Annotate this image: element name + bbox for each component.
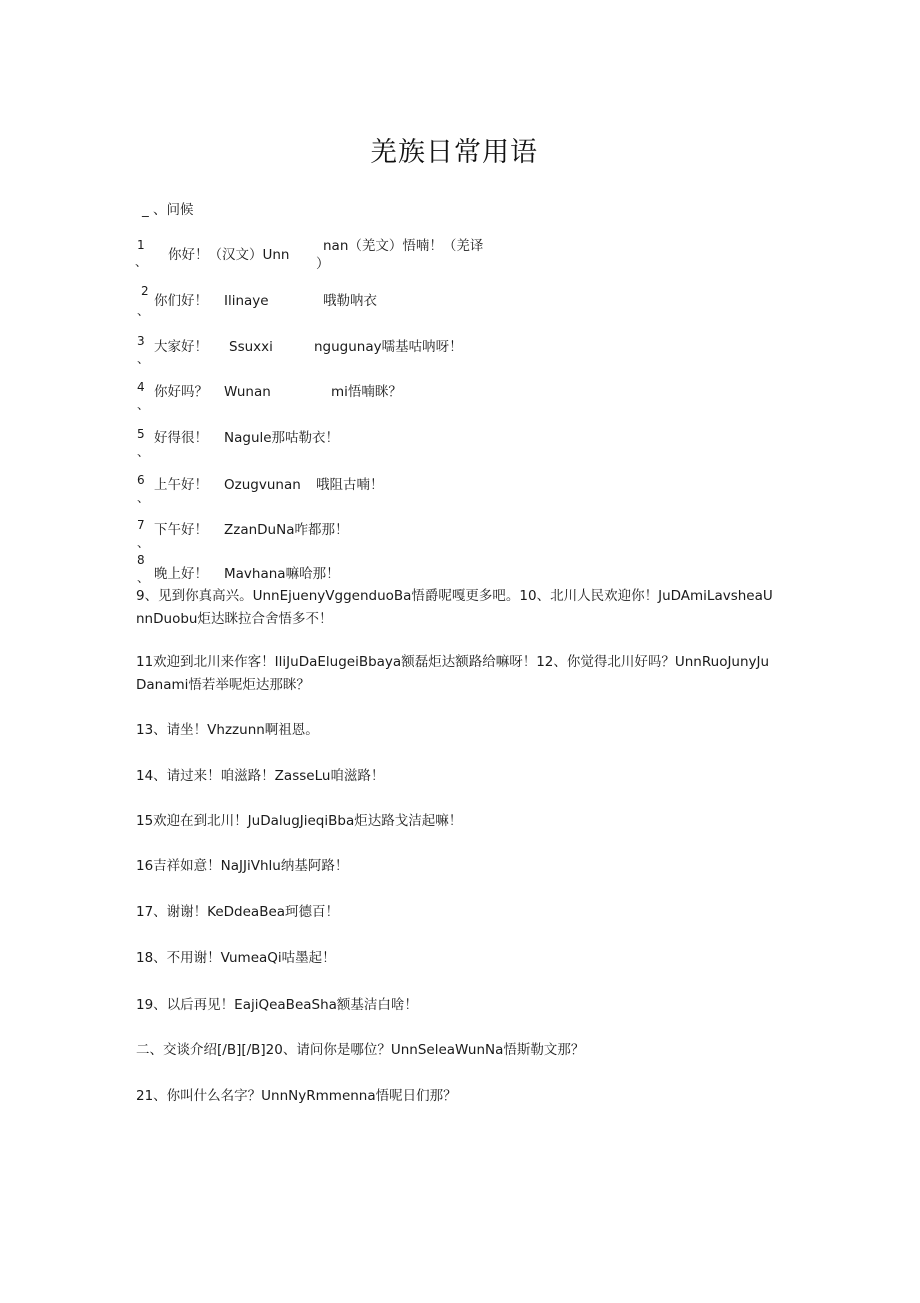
- item-chinese: 你们好！: [154, 293, 208, 309]
- item-translit: 哦阻古喃！: [316, 477, 384, 493]
- paragraph-15: 15欢迎在到北川！JuDalugJieqiBba炬达路戈洁起嘛！: [136, 813, 463, 829]
- item-chinese: 你好！（汉文）Unn: [168, 247, 290, 263]
- paragraph-21: 21、你叫什么名字？UnnNyRmmenna悟呢日们那？: [136, 1088, 457, 1104]
- item-roman: Wunan: [224, 384, 271, 400]
- item-roman: Nagule那咕勒衣！: [224, 430, 340, 446]
- item-mark: 、: [137, 536, 150, 550]
- item-mark: 、: [137, 445, 150, 459]
- item-mark: 、: [135, 255, 148, 269]
- item-number: 6: [137, 473, 145, 487]
- item-chinese: 大家好！: [154, 339, 208, 355]
- item-number: 7: [137, 518, 145, 532]
- paragraph-11-12: 11欢迎到北川来作客！IliJuDaElugeiBbaya额磊炬达额路给嘛呀！12、你觉得北川好吗？UnnRuoJunyJuDanami悟若举呢炬达那眯？: [136, 654, 770, 693]
- item-chinese: 好得很！: [154, 430, 208, 446]
- section-heading-greetings: _ 、问候: [142, 202, 194, 218]
- item-chinese: 下午好！: [154, 522, 208, 538]
- item-number: 1: [137, 238, 145, 252]
- item-number: 8: [137, 553, 145, 567]
- paragraph-9-10: 9、见到你真高兴。UnnEjuenyVggenduoBa悟爵呢嘎更多吧。10、北川人民欢迎你！JuDAmiLavsheaUnnDuobu炬达眯拉合舍悟多不！: [136, 588, 773, 627]
- paragraph-20: 二、交谈介绍[/B][/B]20、请问你是哪位？UnnSeleaWunNa悟斯勒文那？: [136, 1042, 585, 1058]
- paragraph-19: 19、以后再见！EajiQeaBeaSha额基洁白啥！: [136, 997, 418, 1013]
- paragraph-16: 16吉祥如意！NaJJiVhlu纳基阿路！: [136, 858, 349, 874]
- paragraph-18: 18、不用谢！VumeaQi咕墨起！: [136, 950, 336, 966]
- item-chinese: 晚上好！: [154, 566, 208, 582]
- item-number: 2: [141, 284, 149, 298]
- item-mark: 、: [137, 571, 150, 585]
- item-roman: Ozugvunan: [224, 477, 301, 493]
- item-roman: Ssuxxi: [229, 339, 273, 355]
- item-translit: ngugunay嚅基咕呐呀！: [314, 339, 463, 355]
- item-roman: Ilinaye: [224, 293, 269, 309]
- item-qiang: nan（羌文）悟喃！（羌译: [323, 238, 484, 254]
- item-roman: Mavhana嘛哈那！: [224, 566, 340, 582]
- item-roman: ZzanDuNa咋都那！: [224, 522, 349, 538]
- item-translit: 哦勒呐衣: [323, 293, 377, 309]
- document-title: 羌族日常用语: [370, 137, 538, 168]
- item-qiang-close: ）: [316, 256, 330, 272]
- item-mark: 、: [137, 352, 150, 366]
- paragraph-13: 13、请坐！Vhzzunn啊祖恩。: [136, 722, 319, 738]
- item-mark: 、: [137, 398, 150, 412]
- item-mark: 、: [137, 491, 150, 505]
- item-translit: mi悟喃眯？: [331, 384, 402, 400]
- item-number: 4: [137, 380, 145, 394]
- item-mark: 、: [137, 304, 150, 318]
- item-number: 5: [137, 427, 145, 441]
- item-number: 3: [137, 334, 145, 348]
- item-chinese: 上午好！: [154, 477, 208, 493]
- paragraph-17: 17、谢谢！KeDdeaBea珂德百！: [136, 904, 340, 920]
- item-chinese: 你好吗？: [154, 384, 208, 400]
- paragraph-14: 14、请过来！咱滋路！ZasseLu咱滋路！: [136, 768, 385, 784]
